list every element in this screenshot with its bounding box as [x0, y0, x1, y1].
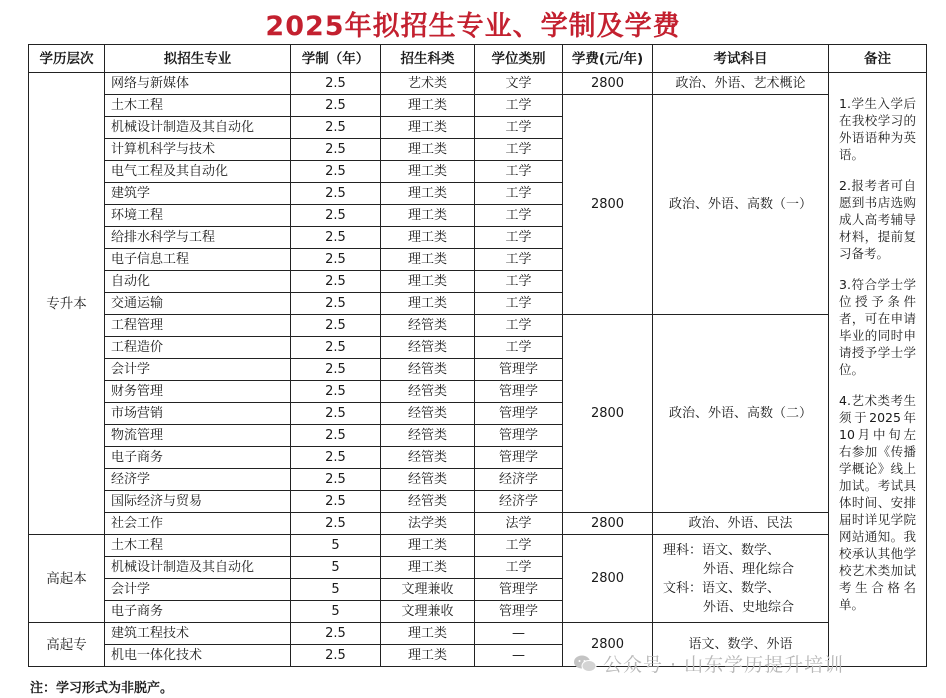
- years-cell: 5: [291, 601, 381, 623]
- category-cell: 经管类: [381, 337, 475, 359]
- major-cell: 市场营销: [105, 403, 291, 425]
- major-cell: 给排水科学与工程: [105, 227, 291, 249]
- major-cell: 电子信息工程: [105, 249, 291, 271]
- category-cell: 理工类: [381, 183, 475, 205]
- major-cell: 国际经济与贸易: [105, 491, 291, 513]
- level-cell: 专升本: [29, 73, 105, 535]
- level-cell: 高起本: [29, 535, 105, 623]
- degree-cell: 法学: [475, 513, 563, 535]
- major-cell: 电气工程及其自动化: [105, 161, 291, 183]
- column-header: 学制（年）: [291, 45, 381, 73]
- degree-cell: 工学: [475, 535, 563, 557]
- exam-line: 外语、理化综合: [703, 561, 795, 577]
- column-header: 备注: [829, 45, 927, 73]
- major-cell: 计算机科学与技术: [105, 139, 291, 161]
- exam-cell: 语文、数学、外语: [653, 623, 829, 667]
- major-cell: 会计学: [105, 359, 291, 381]
- wechat-icon: [573, 654, 597, 674]
- degree-cell: —: [475, 623, 563, 645]
- category-cell: 理工类: [381, 271, 475, 293]
- category-cell: 理工类: [381, 249, 475, 271]
- major-cell: 工程造价: [105, 337, 291, 359]
- major-cell: 电子商务: [105, 447, 291, 469]
- category-cell: 理工类: [381, 205, 475, 227]
- exam-line: 文科：语文、数学、: [663, 580, 781, 596]
- years-cell: 2.5: [291, 95, 381, 117]
- major-cell: 交通运输: [105, 293, 291, 315]
- years-cell: 2.5: [291, 359, 381, 381]
- category-cell: 理工类: [381, 535, 475, 557]
- major-cell: 土木工程: [105, 535, 291, 557]
- category-cell: 理工类: [381, 227, 475, 249]
- degree-cell: 工学: [475, 337, 563, 359]
- degree-cell: 管理学: [475, 403, 563, 425]
- major-cell: 工程管理: [105, 315, 291, 337]
- fee-cell: 2800: [563, 73, 653, 95]
- fee-cell: 2800: [563, 535, 653, 623]
- category-cell: 理工类: [381, 139, 475, 161]
- header-row: [29, 45, 927, 73]
- degree-cell: 管理学: [475, 447, 563, 469]
- major-cell: 经济学: [105, 469, 291, 491]
- major-cell: 机电一体化技术: [105, 645, 291, 667]
- years-cell: 5: [291, 557, 381, 579]
- years-cell: 2.5: [291, 645, 381, 667]
- category-cell: 艺术类: [381, 73, 475, 95]
- degree-cell: 工学: [475, 139, 563, 161]
- degree-cell: 经济学: [475, 469, 563, 491]
- degree-cell: 工学: [475, 293, 563, 315]
- years-cell: 5: [291, 535, 381, 557]
- category-cell: 法学类: [381, 513, 475, 535]
- major-cell: 会计学: [105, 579, 291, 601]
- degree-cell: 工学: [475, 205, 563, 227]
- category-cell: 经管类: [381, 447, 475, 469]
- years-cell: 2.5: [291, 513, 381, 535]
- table-header: [29, 45, 927, 73]
- years-cell: 2.5: [291, 227, 381, 249]
- degree-cell: 工学: [475, 183, 563, 205]
- category-cell: 经管类: [381, 491, 475, 513]
- fees-table: [28, 44, 927, 667]
- fee-cell: 2800: [563, 513, 653, 535]
- degree-cell: 管理学: [475, 579, 563, 601]
- major-cell: 建筑工程技术: [105, 623, 291, 645]
- level-cell: 高起专: [29, 623, 105, 667]
- exam-cell: 政治、外语、民法: [653, 513, 829, 535]
- years-cell: 5: [291, 579, 381, 601]
- column-header: 招生科类: [381, 45, 475, 73]
- major-cell: 环境工程: [105, 205, 291, 227]
- years-cell: 2.5: [291, 139, 381, 161]
- years-cell: 2.5: [291, 403, 381, 425]
- table-row: [29, 535, 927, 557]
- exam-line: 理科：语文、数学、: [663, 542, 781, 558]
- table-row: [29, 513, 927, 535]
- table-row: [29, 95, 927, 117]
- category-cell: 理工类: [381, 117, 475, 139]
- years-cell: 2.5: [291, 293, 381, 315]
- degree-cell: 工学: [475, 557, 563, 579]
- degree-cell: 管理学: [475, 359, 563, 381]
- exam-cell: [653, 535, 829, 623]
- table-row: [29, 315, 927, 337]
- degree-cell: 工学: [475, 249, 563, 271]
- years-cell: 2.5: [291, 117, 381, 139]
- category-cell: 理工类: [381, 293, 475, 315]
- major-cell: 机械设计制造及其自动化: [105, 117, 291, 139]
- category-cell: 理工类: [381, 95, 475, 117]
- degree-cell: 工学: [475, 227, 563, 249]
- fee-cell: 2800: [563, 315, 653, 513]
- category-cell: 经管类: [381, 359, 475, 381]
- category-cell: 经管类: [381, 403, 475, 425]
- degree-cell: 经济学: [475, 491, 563, 513]
- major-cell: 土木工程: [105, 95, 291, 117]
- column-header: 学位类别: [475, 45, 563, 73]
- degree-cell: 管理学: [475, 381, 563, 403]
- fee-cell: 2800: [563, 623, 653, 667]
- years-cell: 2.5: [291, 447, 381, 469]
- category-cell: 理工类: [381, 161, 475, 183]
- years-cell: 2.5: [291, 183, 381, 205]
- remark-item: 3.符合学士学位授予条件者，可在申请毕业的同时申请授予学士学位。: [839, 277, 916, 377]
- major-cell: 电子商务: [105, 601, 291, 623]
- degree-cell: 工学: [475, 271, 563, 293]
- exam-cell: 政治、外语、高数（一）: [653, 95, 829, 315]
- table-body: [29, 73, 927, 667]
- years-cell: 2.5: [291, 623, 381, 645]
- exam-line: 外语、史地综合: [703, 599, 795, 615]
- years-cell: 2.5: [291, 469, 381, 491]
- degree-cell: 工学: [475, 315, 563, 337]
- category-cell: 经管类: [381, 425, 475, 447]
- years-cell: 2.5: [291, 271, 381, 293]
- years-cell: 2.5: [291, 337, 381, 359]
- watermark: [573, 650, 844, 677]
- exam-cell: 政治、外语、高数（二）: [653, 315, 829, 513]
- degree-cell: 工学: [475, 161, 563, 183]
- category-cell: 经管类: [381, 469, 475, 491]
- major-cell: 网络与新媒体: [105, 73, 291, 95]
- degree-cell: 工学: [475, 117, 563, 139]
- years-cell: 2.5: [291, 161, 381, 183]
- category-cell: 经管类: [381, 315, 475, 337]
- major-cell: 机械设计制造及其自动化: [105, 557, 291, 579]
- remarks-cell: [829, 73, 927, 667]
- column-header: 学历层次: [29, 45, 105, 73]
- watermark-text: 公众号 · 山东学历提升培训: [603, 654, 845, 676]
- remark-item: 2.报考者可自愿到书店选购成人高考辅导材料，提前复习备考。: [839, 178, 916, 261]
- table-row: [29, 623, 927, 645]
- category-cell: 文理兼收: [381, 601, 475, 623]
- years-cell: 2.5: [291, 249, 381, 271]
- years-cell: 2.5: [291, 205, 381, 227]
- footnote: 注：学习形式为非脱产。: [30, 681, 174, 696]
- years-cell: 2.5: [291, 73, 381, 95]
- years-cell: 2.5: [291, 491, 381, 513]
- table-row: [29, 73, 927, 95]
- category-cell: 理工类: [381, 623, 475, 645]
- major-cell: 财务管理: [105, 381, 291, 403]
- exam-cell: 政治、外语、艺术概论: [653, 73, 829, 95]
- column-header: 学费(元/年): [563, 45, 653, 73]
- major-cell: 建筑学: [105, 183, 291, 205]
- category-cell: 经管类: [381, 381, 475, 403]
- years-cell: 2.5: [291, 381, 381, 403]
- category-cell: 理工类: [381, 557, 475, 579]
- column-header: 考试科目: [653, 45, 829, 73]
- degree-cell: 管理学: [475, 601, 563, 623]
- degree-cell: 工学: [475, 95, 563, 117]
- category-cell: 文理兼收: [381, 579, 475, 601]
- fee-cell: 2800: [563, 95, 653, 315]
- remark-item: 4.艺术类考生须于2025年10月中旬左右参加《传播学概论》线上加试。考试具体时间、安排届时详见学院网站通知。我校承认其他学校艺术类加试考生合格名单。: [839, 393, 916, 612]
- remark-item: 1.学生入学后在我校学习的外语语种为英语。: [839, 96, 916, 162]
- years-cell: 2.5: [291, 425, 381, 447]
- column-header: 拟招生专业: [105, 45, 291, 73]
- years-cell: 2.5: [291, 315, 381, 337]
- degree-cell: 文学: [475, 73, 563, 95]
- major-cell: 自动化: [105, 271, 291, 293]
- page-title: 2025年拟招生专业、学制及学费: [265, 11, 681, 42]
- degree-cell: 管理学: [475, 425, 563, 447]
- major-cell: 社会工作: [105, 513, 291, 535]
- degree-cell: —: [475, 645, 563, 667]
- major-cell: 物流管理: [105, 425, 291, 447]
- category-cell: 理工类: [381, 645, 475, 667]
